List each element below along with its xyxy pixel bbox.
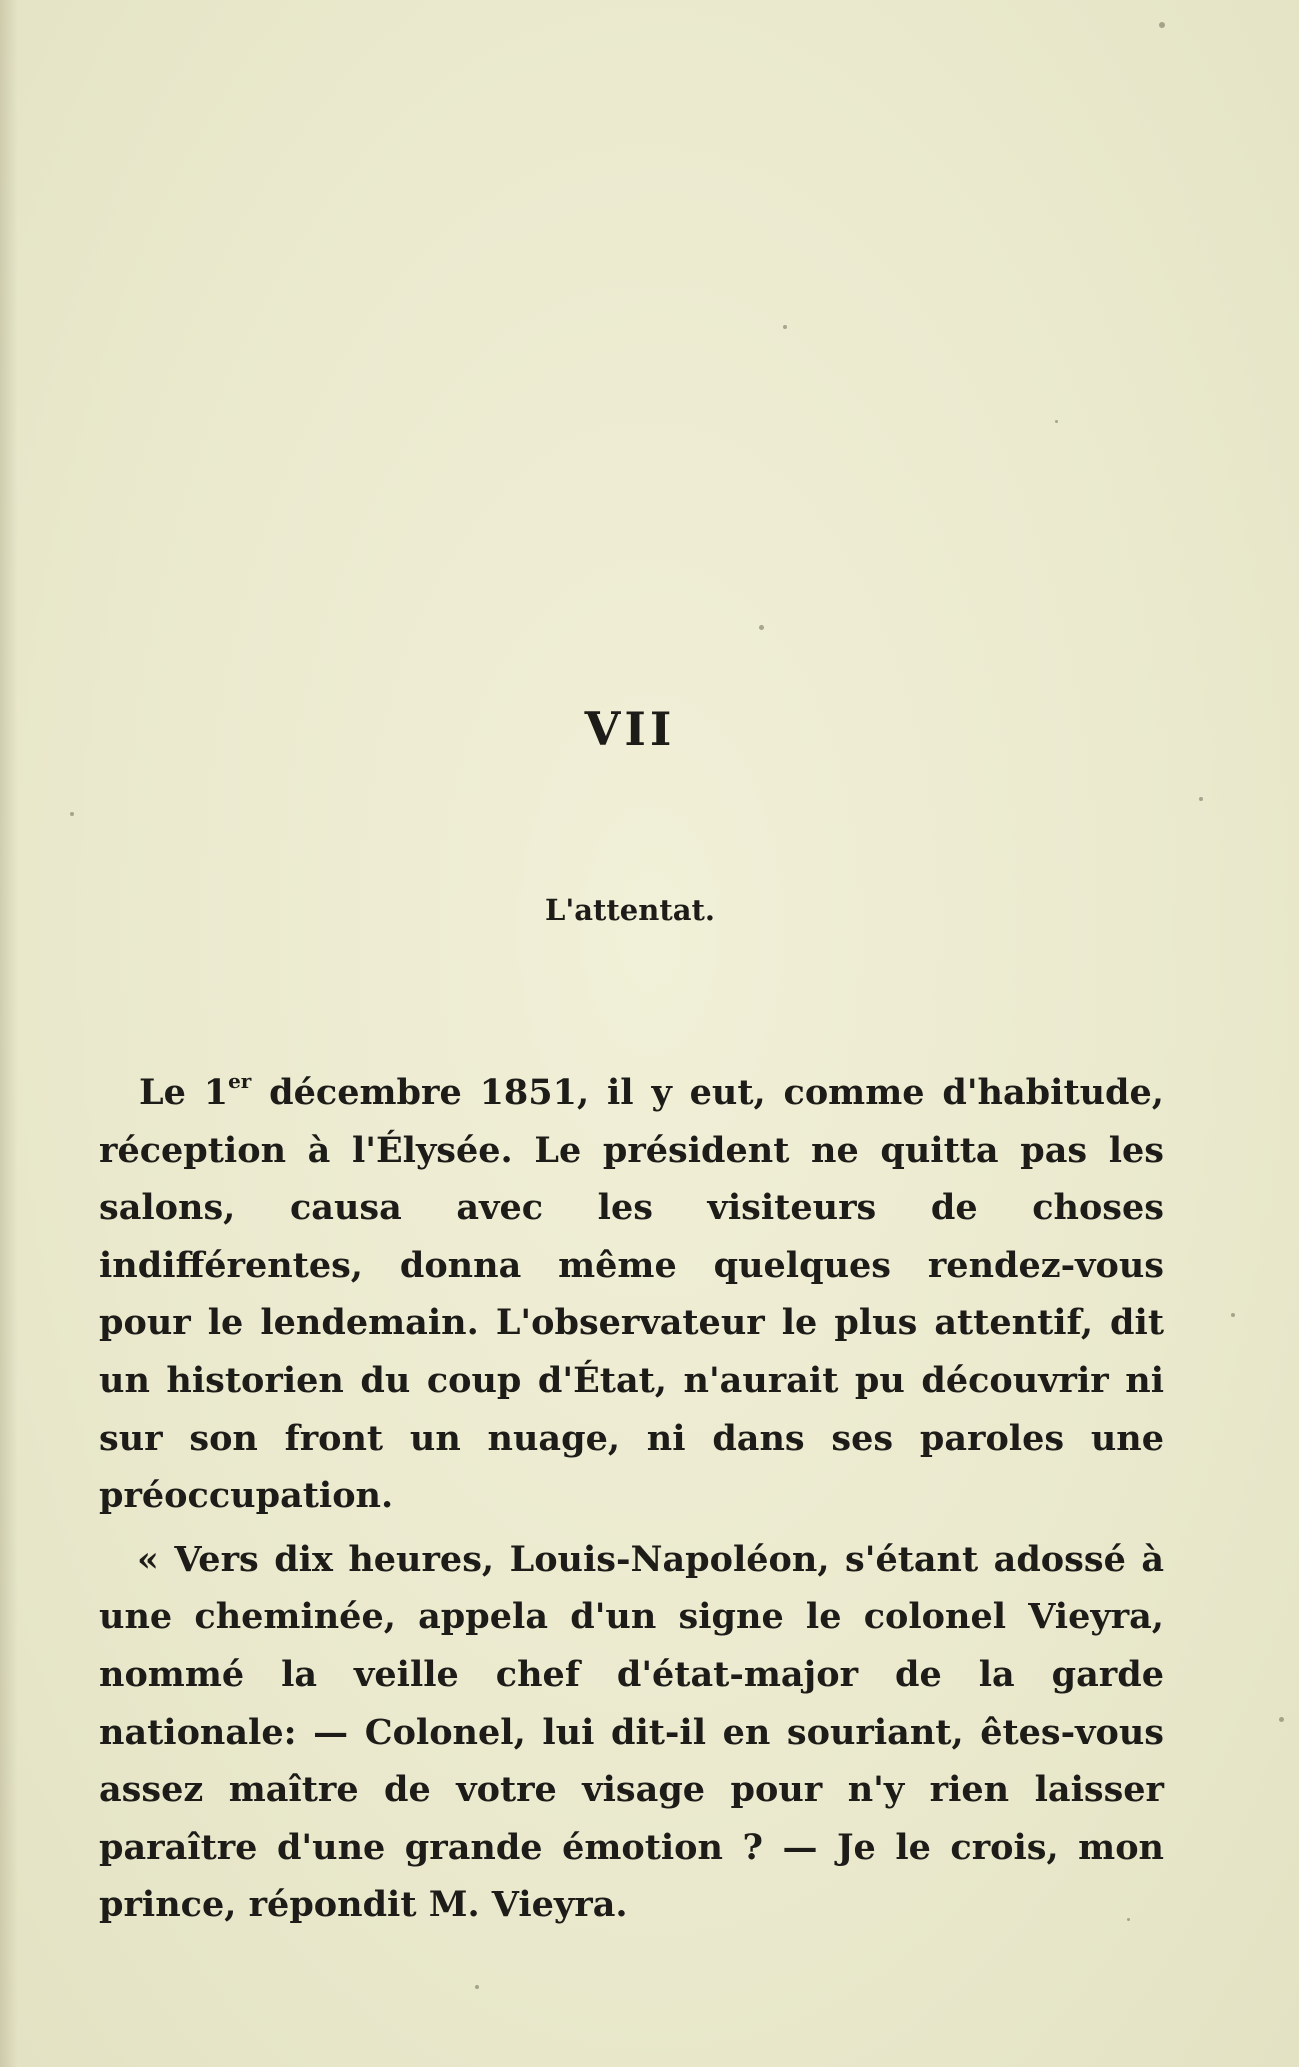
paper-speck xyxy=(1199,797,1203,801)
paper-speck xyxy=(1127,1918,1130,1921)
paragraph-text: Le 1 xyxy=(139,1072,229,1113)
paper-speck xyxy=(1159,22,1165,28)
paper-speck xyxy=(783,325,787,329)
paragraph xyxy=(99,1064,1164,1525)
chapter-title: L'attentat. xyxy=(544,893,716,927)
paper-speck xyxy=(1055,420,1058,423)
chapter-number: VII xyxy=(584,702,676,756)
paper-speck xyxy=(759,625,764,630)
ordinal-superscript: er xyxy=(228,1069,252,1093)
paragraph: « Vers dix heures, Louis-Napoléon, s'étant adossé à une cheminée, appela d'un signe le colonel Vieyra, nommé la veille chef d'état-major de la garde nationale: — Colonel, lui dit-il en souriant, êtes-vous assez maître de votre visage pour n'y rien laisser paraître d'une grande émotion ? — Je le crois, mon prince, répondit M. Vieyra. xyxy=(99,1538,1164,1926)
paragraph-text: décembre 1851, il y eut, comme d'habitude, réception à l'Élysée. Le président ne quitta pas les salons, causa avec les visiteurs de choses indifférentes, donna même quelques rendez-vous pour le lendemain. L'observateur le plus attentif, dit un historien du coup d'État, n'aurait pu découvrir ni sur son front un nuage, ni dans ses paroles une préoccupation. xyxy=(99,1072,1164,1517)
paper-speck xyxy=(70,812,74,816)
paper-speck xyxy=(475,1985,479,1989)
paper-speck xyxy=(1279,1717,1284,1722)
body-text xyxy=(99,1064,1164,1940)
paper-speck xyxy=(1231,1313,1235,1317)
